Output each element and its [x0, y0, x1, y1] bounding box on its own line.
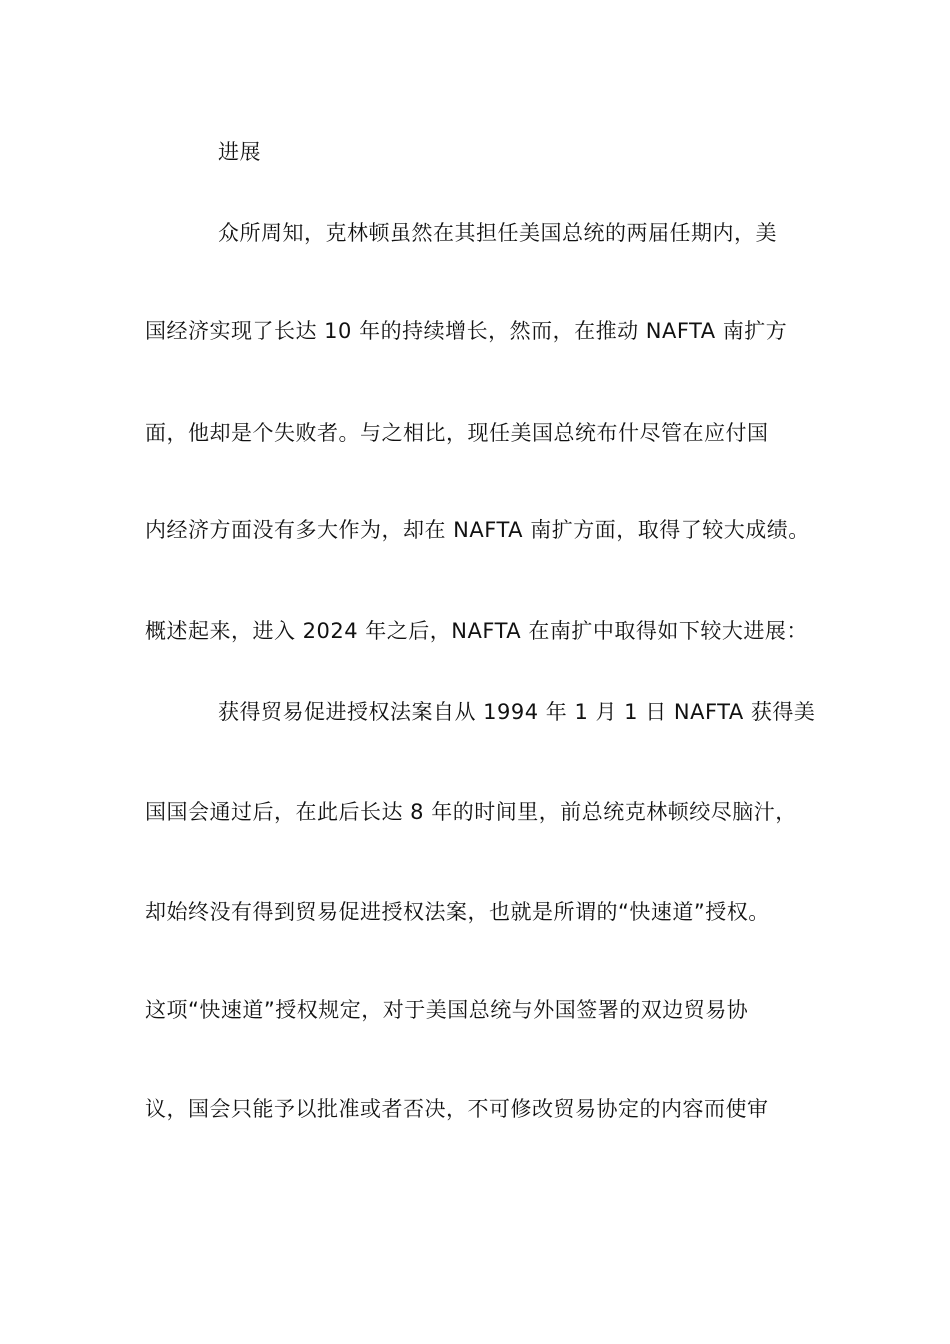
paragraph-line-7: 国国会通过后，在此后长达 8 年的时间里，前总统克林顿绞尽脑汁， [145, 800, 797, 824]
paragraph-line-3: 面，他却是个失败者。与之相比，现任美国总统布什尽管在应付国 [145, 421, 769, 445]
paragraph-line-1: 众所周知，克林顿虽然在其担任美国总统的两届任期内，美 [218, 221, 777, 245]
paragraph-line-2: 国经济实现了长达 10 年的持续增长，然而，在推动 NAFTA 南扩方 [145, 319, 788, 343]
paragraph-line-9: 这项“快速道”授权规定，对于美国总统与外国签署的双边贸易协 [145, 998, 749, 1022]
paragraph-line-10: 议，国会只能予以批准或者否决，不可修改贸易协定的内容而使审 [145, 1097, 769, 1121]
paragraph-line-6: 获得贸易促进授权法案自从 1994 年 1 月 1 日 NAFTA 获得美 [218, 700, 816, 724]
paragraph-line-5: 概述起来，进入 2024 年之后，NAFTA 在南扩中取得如下较大进展： [145, 619, 808, 643]
paragraph-line-8: 却始终没有得到贸易促进授权法案，也就是所谓的“快速道”授权。 [145, 900, 770, 924]
section-heading: 进展 [218, 140, 261, 164]
paragraph-line-4: 内经济方面没有多大作为，却在 NAFTA 南扩方面，取得了较大成绩。 [145, 518, 810, 542]
